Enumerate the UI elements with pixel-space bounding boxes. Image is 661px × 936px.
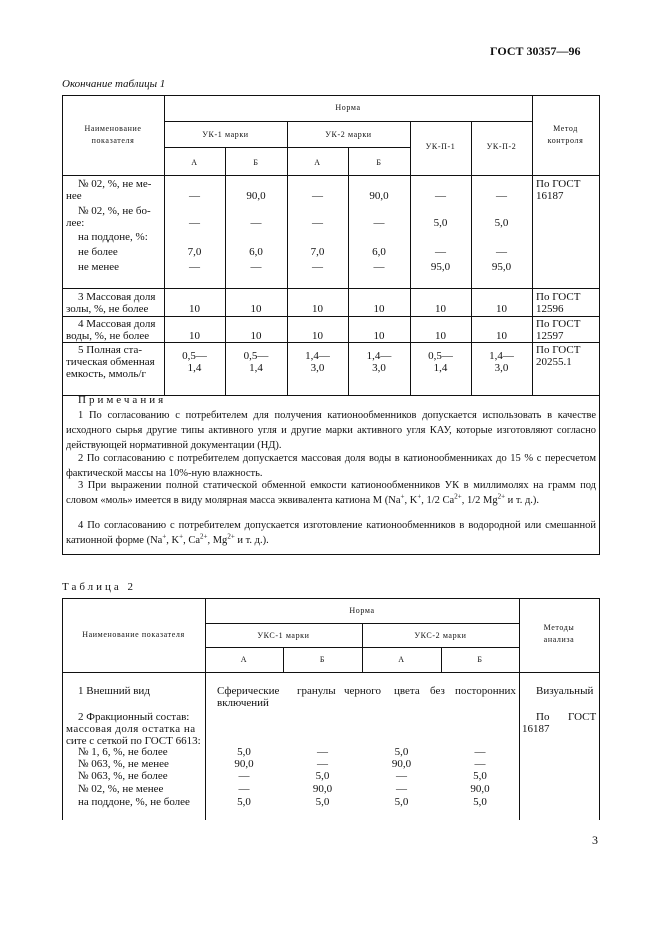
- table2-method-header: Методы анализа: [543, 623, 575, 644]
- cell-value: 0,5— 1,4: [428, 350, 453, 374]
- cell-value: 5,0: [473, 796, 487, 808]
- method-ref: 12596: [536, 303, 564, 315]
- cell-value: —: [317, 746, 328, 758]
- note-3: 3 При выражении полной статической обменной емкости катионообменников УК в миллимолях на грамм под словом «моль» имеется в виду молярная масса эквивалента катиона М (Na+, K+, 1/2 $Ca^{2+}$, 1/2 $Mg^{2+}$ и т. д.).: [66, 480, 596, 506]
- cell-value: 5,0: [494, 217, 509, 229]
- note-2: 2 По согласованию с потребителем допускается массовая доля воды в катионообменниках до 15 % с пересчетом фактической массы на 10%-ную влажность.: [66, 453, 596, 479]
- table1-norma-header: Норма: [335, 103, 361, 112]
- cell-value: 1,4— 3,0: [305, 350, 330, 374]
- subgrade: А: [191, 158, 198, 167]
- row-name: золы, %, не более: [66, 303, 149, 315]
- cell-text: цвета: [394, 685, 420, 697]
- cell-value: 7,0: [187, 246, 202, 258]
- cell-value: —: [474, 746, 486, 758]
- row-name: нее: [66, 190, 82, 202]
- row-name: на поддоне, %:: [78, 231, 148, 243]
- cell-value: 7,0: [310, 246, 325, 258]
- cell-value: 90,0: [246, 190, 266, 202]
- cell-text: Сферические: [217, 685, 280, 697]
- cell-value: 5,0: [394, 796, 409, 808]
- cell-value: 95,0: [491, 261, 512, 273]
- cell-value: 10: [373, 330, 385, 342]
- row-name: 4 Массовая доля: [78, 318, 156, 330]
- cell-value: —: [396, 783, 407, 795]
- row-name: № 02, %, не бо-: [78, 205, 151, 217]
- cell-value: 0,5— 1,4: [182, 350, 207, 374]
- cell-value: 90,0: [391, 758, 412, 770]
- row-name: 1 Внешний вид: [78, 685, 150, 697]
- cell-value: —: [312, 190, 323, 202]
- cell-value: —: [496, 190, 507, 202]
- subgrade: А: [314, 158, 321, 167]
- row-name: лее:: [66, 217, 85, 229]
- row-name: № 063, %, не более: [78, 770, 168, 782]
- cell-value: 5,0: [315, 770, 330, 782]
- method-ref: 20255.1: [536, 356, 572, 368]
- cell-value: —: [373, 261, 385, 273]
- page-number: 3: [592, 833, 598, 847]
- cell-value: —: [189, 217, 200, 229]
- cell-value: 5,0: [315, 796, 330, 808]
- row-name: 2 Фракционный состав:: [78, 711, 190, 723]
- row-name: № 1, 6, %, не более: [78, 746, 168, 758]
- cell-value: 10: [250, 303, 262, 315]
- table1-method-header: Метод контроля: [547, 124, 584, 145]
- subgrade: Б: [319, 655, 326, 664]
- cell-value: —: [238, 783, 250, 795]
- cell-value: 95,0: [430, 261, 451, 273]
- method-ref: 16187: [522, 723, 550, 735]
- cell-value: 5,0: [433, 217, 448, 229]
- grade-ukp2: УК-П-2: [486, 142, 517, 151]
- cell-value: 1,4— 3,0: [489, 350, 514, 374]
- cell-value: 90,0: [312, 783, 333, 795]
- cell-value: 5,0: [237, 796, 251, 808]
- cell-text: без: [430, 685, 445, 697]
- grade-ukp1: УК-П-1: [425, 142, 456, 151]
- method-ref: По ГОСТ: [536, 291, 581, 303]
- cell-value: —: [250, 261, 262, 273]
- subgrade: А: [240, 655, 248, 664]
- cell-value: 10: [312, 330, 323, 342]
- row-name: воды, %, не более: [66, 330, 150, 342]
- method-ref: По: [536, 711, 550, 723]
- cell-value: —: [189, 190, 200, 202]
- table2-norma-header: Норма: [349, 606, 375, 615]
- cell-value: 10: [496, 330, 507, 342]
- cell-value: —: [312, 217, 323, 229]
- note-4: 4 По согласованию с потребителем допускается изготовление катионообменников в водородной или смешанной катионной форме (Na+, K+, $Ca^{2+}$, $Mg^{2+}$ и т. д.).: [66, 520, 596, 546]
- note-1: 1 По согласованию с потребителем для получения катионообменников допускается использовать в качестве исходного сырья другие типы активного угля и другие марки активного угля КАУ, которые изготовляют согласно действующей нормативной документации (НД).: [66, 410, 596, 451]
- subgrade: Б: [477, 655, 483, 664]
- cell-value: —: [189, 261, 200, 273]
- cell-value: 6,0: [249, 246, 263, 258]
- row-name: № 02, %, не ме-: [78, 178, 152, 190]
- row-name: емкость, ммоль/г: [66, 368, 146, 380]
- grade-uks1: УКС-1 марки: [257, 631, 310, 640]
- method-ref: ГОСТ: [568, 711, 597, 723]
- grade-uks2: УКС-2 марки: [414, 631, 467, 640]
- table2-caption: Таблица 2: [62, 581, 137, 593]
- cell-value: —: [373, 217, 385, 229]
- row-name: не более: [78, 246, 118, 258]
- cell-value: 5,0: [237, 746, 251, 758]
- cell-value: —: [250, 217, 262, 229]
- table1-caption: Окончание таблицы 1: [62, 78, 166, 90]
- cell-value: —: [396, 770, 407, 782]
- grade-uk2: УК-2 марки: [325, 130, 372, 139]
- cell-text: включений: [217, 697, 269, 709]
- cell-value: 6,0: [372, 246, 386, 258]
- row-name: 5 Полная ста-: [78, 344, 142, 356]
- cell-value: 0,5— 1,4: [243, 350, 269, 374]
- cell-value: 10: [435, 303, 446, 315]
- method-ref: 12597: [536, 330, 564, 342]
- table2-col-name-header: Наименование показателя: [82, 630, 185, 639]
- row-name: тическая обменная: [66, 356, 155, 368]
- table1-col-name-header: Наименование показателя: [84, 124, 142, 145]
- cell-value: 5,0: [473, 770, 487, 782]
- cell-value: —: [474, 758, 486, 770]
- grade-uk1: УК-1 марки: [202, 130, 249, 139]
- cell-value: —: [435, 246, 446, 258]
- method-ref: По ГОСТ: [536, 178, 581, 190]
- cell-text: посторонних: [455, 685, 516, 697]
- cell-value: 10: [189, 303, 200, 315]
- cell-value: 90,0: [369, 190, 389, 202]
- cell-value: —: [435, 190, 446, 202]
- cell-value: 90,0: [234, 758, 254, 770]
- cell-value: —: [317, 758, 328, 770]
- notes-title: Примечания: [78, 394, 167, 406]
- row-name: № 063, %, не менее: [78, 758, 169, 770]
- cell-text: гранулы: [297, 685, 336, 697]
- cell-value: —: [312, 261, 323, 273]
- row-name: сите с сеткой по ГОСТ 6613:: [66, 735, 201, 747]
- method-ref: По ГОСТ: [536, 344, 581, 356]
- row-name: массовая доля остатка на: [66, 723, 196, 735]
- method-ref: 16187: [536, 190, 564, 202]
- method-ref: Визуальный: [536, 685, 594, 697]
- row-name: не менее: [78, 261, 120, 273]
- cell-value: 10: [496, 303, 507, 315]
- document-code: ГОСТ 30357—96: [490, 44, 581, 58]
- cell-value: 10: [250, 330, 262, 342]
- subgrade: А: [398, 655, 405, 664]
- cell-value: 10: [435, 330, 446, 342]
- cell-value: 10: [189, 330, 200, 342]
- cell-text: черного: [344, 685, 382, 697]
- row-name: 3 Массовая доля: [78, 291, 156, 303]
- cell-value: 10: [312, 303, 323, 315]
- subgrade: Б: [253, 158, 259, 167]
- cell-value: 5,0: [394, 746, 409, 758]
- row-name: на поддоне, %, не более: [78, 796, 190, 808]
- cell-value: 10: [373, 303, 385, 315]
- method-ref: По ГОСТ: [536, 318, 581, 330]
- row-name: № 02, %, не менее: [78, 783, 164, 795]
- cell-value: 1,4— 3,0: [366, 350, 392, 374]
- cell-value: 90,0: [470, 783, 490, 795]
- cell-value: —: [238, 770, 250, 782]
- subgrade: Б: [376, 158, 382, 167]
- cell-value: —: [496, 246, 507, 258]
